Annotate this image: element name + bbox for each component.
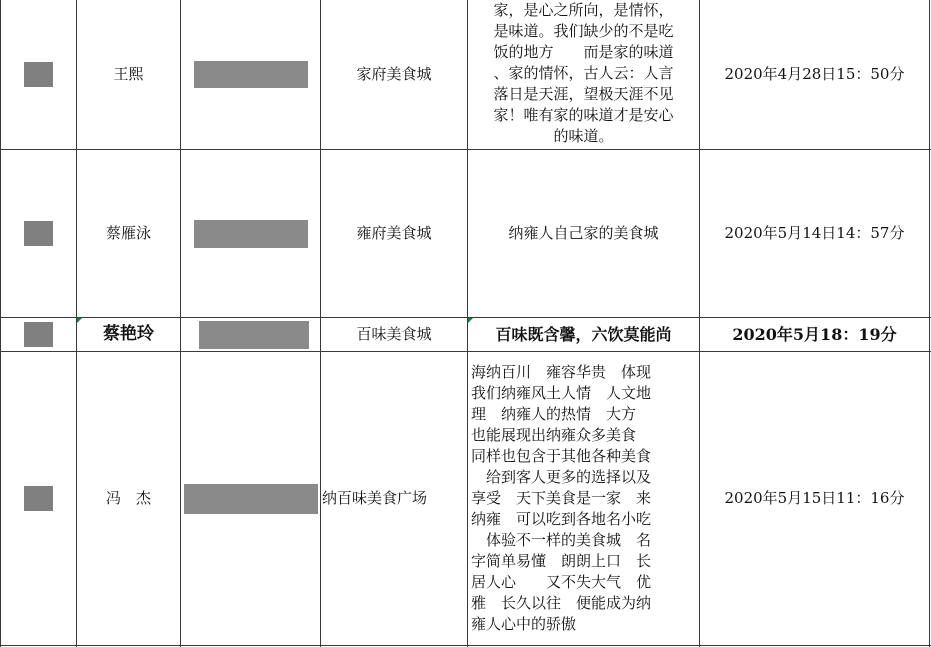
reason-cell[interactable] <box>468 150 699 317</box>
mall-name-cell[interactable] <box>321 318 467 351</box>
name-text: 冯 杰 <box>105 489 151 507</box>
id-redaction <box>24 322 53 347</box>
mall-name-cell[interactable] <box>321 0 467 149</box>
time-text: 2020年5月14日14：57分 <box>724 224 905 242</box>
mall-name-text: 百味美食城 <box>356 325 432 343</box>
name-text: 蔡艳玲 <box>103 324 154 344</box>
reason-cell[interactable] <box>468 318 699 351</box>
id-redaction <box>24 62 53 87</box>
phone-redaction <box>199 321 309 349</box>
reason-text: 纳雍人自己家的美食城 <box>508 224 659 242</box>
mall-name-text: 雍府美食城 <box>356 224 432 242</box>
name-cell[interactable] <box>77 352 180 645</box>
phone-redaction <box>184 484 318 514</box>
name-cell[interactable] <box>77 0 180 149</box>
mall-name-text: 家府美食城 <box>356 65 432 83</box>
time-cell[interactable] <box>700 150 929 317</box>
phone-cell[interactable] <box>181 352 320 645</box>
phone-cell[interactable] <box>181 0 320 149</box>
name-cell[interactable] <box>77 150 180 317</box>
reason-text: 海纳百川 雍容华贵 体现 我们纳雍风土人情 人文地 理 纳雍人的热情 大方 也能展现出纳雍众多美食 同样也包含于其他各种美食 给到客人更多的选择以及 享受 天下美食是一家 来 纳雍 可以吃到各地名小吃 体验不一样的美食城 名 字简单易懂 朗朗上口 长 居人心 又不失大气 优 雅 长久以往 便能成为纳 雍人心中的骄傲 <box>471 363 652 633</box>
id-cell[interactable] <box>1 352 76 645</box>
reason-cell[interactable] <box>471 352 699 645</box>
time-text: 2020年4月28日15：50分 <box>724 65 905 83</box>
time-text: 2020年5月18：19分 <box>732 325 897 344</box>
time-cell[interactable] <box>700 352 929 645</box>
time-cell[interactable] <box>700 318 929 351</box>
mall-name-text: 纳百味美食广场 <box>322 489 428 507</box>
row-divider <box>0 645 931 646</box>
phone-cell[interactable] <box>181 150 320 317</box>
name-cell[interactable] <box>77 318 180 351</box>
mall-name-cell[interactable] <box>322 352 468 645</box>
reason-text: 家，是心之所向，是情怀， 是味道。我们缺少的不是吃 饭的地方 而是家的味道 、家的情怀，古人云：人言 落日是天涯，望极天涯不见 家！唯有家的味道才是安心 的味道。 <box>493 1 674 145</box>
phone-redaction <box>194 61 308 88</box>
phone-redaction <box>194 220 308 248</box>
id-redaction <box>24 486 53 511</box>
column-divider <box>929 0 930 647</box>
name-text: 蔡雁泳 <box>105 224 151 242</box>
phone-cell[interactable] <box>181 318 320 351</box>
id-redaction <box>24 221 53 246</box>
time-text: 2020年5月15日11：16分 <box>724 489 905 507</box>
time-cell[interactable] <box>700 0 929 149</box>
reason-text: 百味既含馨，六饮莫能尚 <box>495 325 672 344</box>
name-text: 王熙 <box>113 65 144 83</box>
id-cell[interactable] <box>1 0 76 149</box>
id-cell[interactable] <box>1 150 76 317</box>
id-cell[interactable] <box>1 318 76 351</box>
reason-cell[interactable] <box>468 0 699 149</box>
mall-name-cell[interactable] <box>321 150 467 317</box>
